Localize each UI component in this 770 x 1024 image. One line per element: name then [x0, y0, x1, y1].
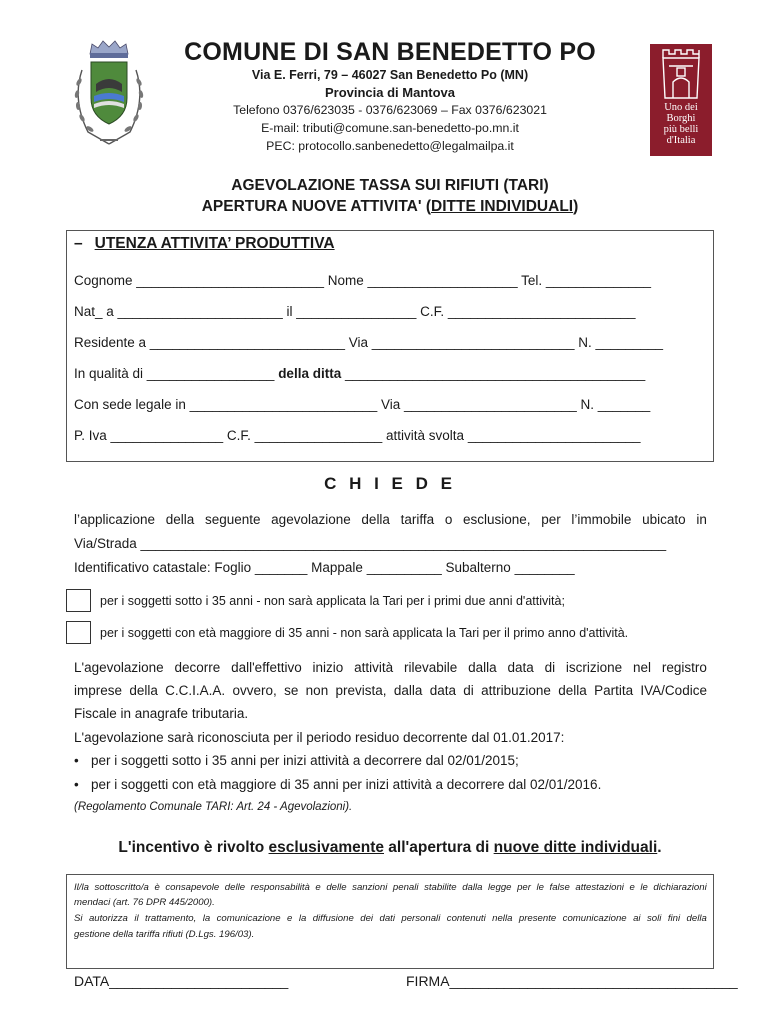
date-field[interactable]: DATA_______________________ — [74, 973, 289, 989]
tower-icon — [659, 48, 703, 100]
disclaimer-line-2: mendaci (art. 76 DPR 445/2000). — [74, 897, 215, 908]
request-cadastral-field[interactable]: Identificativo catastale: Foglio _______ Mappale __________ Subalterno ________ — [74, 560, 575, 575]
option-over-35-label: per i soggetti con età maggiore di 35 anni - non sarà applicata la Tari per il primo anno d'attività. — [100, 626, 629, 640]
word: fini — [667, 913, 681, 924]
incentive-new-firms: nuove ditte individuali — [493, 839, 658, 856]
word: seguente — [204, 512, 261, 527]
badge-line-4: d'Italia — [666, 135, 696, 146]
word: tariffa — [400, 512, 435, 527]
municipality-phone: Telefono 0376/623035 - 0376/623069 – Fax 0376/623021 — [233, 103, 547, 117]
word: prevista, — [335, 683, 387, 698]
field-row-sede-legale[interactable]: Con sede legale in _________________________ Via _______________________ N. _______ — [74, 397, 651, 412]
word: data — [429, 683, 456, 698]
word: personali — [401, 913, 441, 924]
word: in — [696, 512, 707, 527]
field-row-residente[interactable]: Residente a __________________________ Via ___________________________ N. _________ — [74, 335, 664, 350]
agevolazione-para-line-1 — [74, 660, 707, 675]
request-street-field[interactable]: Via/Strada ______________________________________________________________________ — [74, 536, 667, 551]
chiede-heading: C H I E D E — [324, 474, 456, 493]
word: dalla — [462, 882, 483, 893]
word: l’immobile — [571, 512, 632, 527]
bullet-under-35 — [74, 753, 519, 768]
title-underlined: DITTE INDIVIDUALI — [431, 198, 574, 215]
word: e — [287, 913, 293, 924]
word: sanzioni — [352, 882, 388, 893]
option-over-35-checkbox[interactable] — [66, 621, 91, 644]
word: L'agevolazione — [74, 660, 164, 675]
word: per — [541, 512, 561, 527]
signature-field[interactable]: FIRMA_____________________________________ — [406, 973, 738, 989]
badge-line-3: più belli — [663, 124, 699, 135]
word: dall'effettivo — [231, 660, 302, 675]
word: legge — [488, 882, 512, 893]
word: della — [361, 512, 390, 527]
word: attestazioni — [575, 882, 624, 893]
coat-of-arms-logo — [68, 40, 150, 148]
option-under-35-checkbox[interactable] — [66, 589, 91, 612]
word: stabilite — [424, 882, 457, 893]
field-row-nato[interactable]: Nat_ a ______________________ il ________________ C.F. _________________________ — [74, 304, 636, 319]
word: agevolazione — [271, 512, 351, 527]
request-line-1 — [74, 512, 707, 527]
incentive-middle: all'apertura di — [384, 839, 494, 856]
word: comunicazione — [216, 913, 281, 924]
municipality-address: Via E. Ferri, 79 – 46027 San Benedetto Po (MN) — [251, 68, 529, 82]
qualita-label: In qualità di _________________ — [74, 366, 279, 381]
word: l’applicazione — [74, 512, 156, 527]
word: soli — [646, 913, 662, 924]
word: e — [629, 882, 635, 893]
word: nel — [633, 660, 652, 675]
word: Il/la — [74, 882, 89, 893]
word: ovvero, — [232, 683, 277, 698]
borghi-piu-belli-logo — [650, 44, 712, 156]
word: la — [202, 913, 211, 924]
bullet-over-35 — [74, 777, 601, 792]
word: ai — [633, 913, 641, 924]
word: attività — [354, 660, 394, 675]
word: non — [305, 683, 329, 698]
ditta-label: della ditta — [278, 366, 342, 381]
word: diffusione — [312, 913, 354, 924]
heading-dash: – — [74, 235, 83, 252]
word: della — [686, 913, 707, 924]
word: il — [134, 913, 139, 924]
word: C.C.I.A.A. — [165, 683, 226, 698]
word: iscrizione — [565, 660, 623, 675]
word: presente — [518, 913, 557, 924]
word: o — [444, 512, 453, 527]
word: IVA/Codice — [640, 683, 707, 698]
field-row-cognome[interactable]: Cognome _________________________ Nome ____________________ Tel. ______________ — [74, 273, 652, 288]
word: della — [558, 683, 587, 698]
badge-line-2: Borghi — [666, 113, 696, 124]
word: le — [536, 882, 544, 893]
word: la — [298, 913, 307, 924]
agevolazione-para-line-3: Fiscale in anagrafe tributaria. — [74, 706, 249, 721]
word: data — [507, 660, 534, 675]
word: sottoscritto/a — [94, 882, 149, 893]
word: inizio — [312, 660, 344, 675]
word: autorizza — [88, 913, 128, 924]
word: Si — [74, 913, 83, 924]
word: imprese — [74, 683, 123, 698]
word: è — [154, 882, 160, 893]
word: contenuti — [446, 913, 486, 924]
bullet-under-35-text: per i soggetti sotto i 35 anni per inizi attività a decorrere dal 02/01/2015; — [91, 753, 519, 768]
word: penali — [392, 882, 419, 893]
word: di — [463, 683, 474, 698]
ditta-blank: ________________________________________ — [341, 366, 646, 381]
title-suffix: ) — [573, 198, 579, 215]
agevolazione-period: L'agevolazione sarà riconosciuta per il periodo residuo decorrente dal 01.01.2017: — [74, 730, 565, 745]
incentive-statement — [60, 839, 720, 857]
word: responsabilità — [250, 882, 310, 893]
word: esclusione, — [463, 512, 531, 527]
word: della — [165, 512, 195, 527]
bullet-over-35-text: per i soggetti con età maggiore di 35 anni per inizi attività a decorrere dal 02/01/2016. — [91, 777, 602, 792]
word: decorre — [174, 660, 221, 675]
word: se — [284, 683, 299, 698]
municipality-pec: PEC: protocollo.sanbenedetto@legalmailpa.it — [266, 139, 514, 153]
bullet-icon: • — [74, 777, 79, 792]
word: per — [517, 882, 531, 893]
word: dalla — [468, 660, 497, 675]
word: attribuzione — [481, 683, 551, 698]
word: e — [315, 882, 321, 893]
word: ubicato — [642, 512, 686, 527]
incentive-suffix: . — [657, 839, 662, 856]
incentive-prefix: L'incentivo è rivolto — [118, 839, 269, 856]
municipality-province: Provincia di Mantova — [324, 85, 456, 100]
word: comunicazione — [562, 913, 627, 924]
option-under-35-label: per i soggetti sotto i 35 anni - non sarà applicata la Tari per i primi due anni d'attività; — [100, 594, 565, 608]
word: della — [129, 683, 158, 698]
word: dalla — [393, 683, 423, 698]
municipality-title: COMUNE DI SAN BENEDETTO PO — [184, 38, 596, 66]
badge-line-1: Uno dei — [664, 102, 698, 113]
word: di — [544, 660, 556, 675]
word: nella — [492, 913, 513, 924]
municipality-email: E-mail: tributi@comune.san-benedetto-po.mn.it — [261, 121, 519, 135]
document-title-line-2 — [60, 198, 720, 216]
bullet-icon: • — [74, 753, 79, 768]
word: le — [640, 882, 648, 893]
disclaimer-line-4: gestione della tariffa rifiuti (D.Lgs. 196/03). — [74, 929, 255, 940]
incentive-exclusively: esclusivamente — [268, 839, 384, 856]
word: consapevole — [165, 882, 220, 893]
disclaimer-line-1 — [74, 882, 707, 893]
heading-text: UTENZA ATTIVITA’ PRODUTTIVA — [94, 235, 335, 252]
disclaimer-line-3 — [74, 913, 707, 924]
document-title-line-1: AGEVOLAZIONE TASSA SUI RIFIUTI (TARI) — [231, 177, 549, 194]
word: delle — [224, 882, 246, 893]
word: delle — [326, 882, 347, 893]
word: dati — [379, 913, 395, 924]
field-row-piva[interactable]: P. Iva _______________ C.F. _________________ attività svolta _______________________ — [74, 428, 641, 443]
agevolazione-para-line-2 — [74, 683, 707, 698]
word: dei — [360, 913, 374, 924]
word: rilevabile — [404, 660, 458, 675]
utenza-heading — [74, 235, 335, 253]
regulation-reference: (Regolamento Comunale TARI: Art. 24 - Agevolazioni). — [74, 801, 353, 813]
field-row-qualita[interactable] — [74, 366, 645, 381]
word: false — [549, 882, 570, 893]
word: Partita — [594, 683, 634, 698]
word: dichiarazioni — [653, 882, 707, 893]
word: trattamento, — [145, 913, 197, 924]
word: registro — [661, 660, 707, 675]
title-prefix: APERTURA NUOVE ATTIVITA' ( — [201, 198, 432, 215]
